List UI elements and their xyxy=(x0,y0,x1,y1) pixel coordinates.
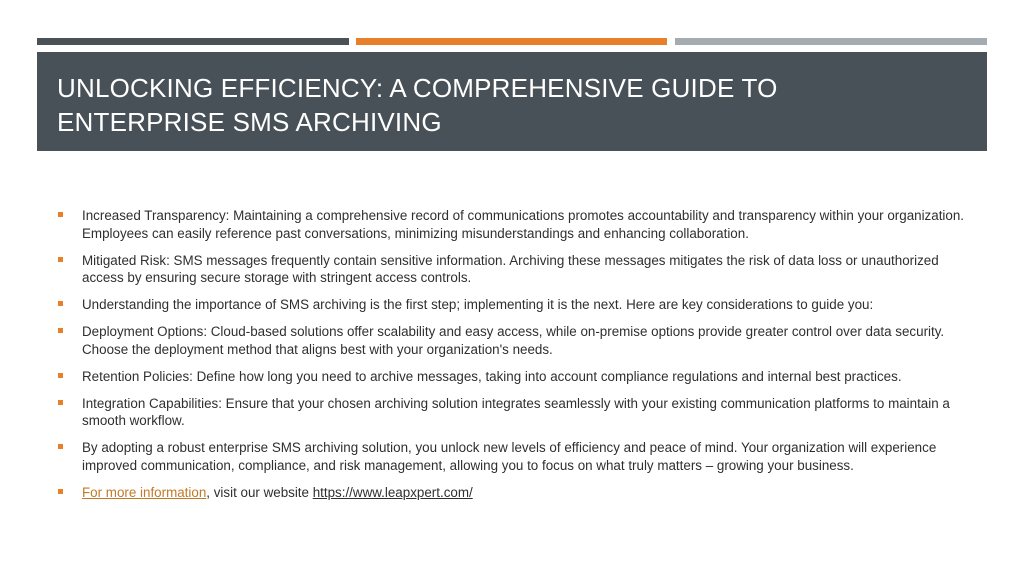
accent-bar-gray xyxy=(675,38,987,45)
visit-website-text: , visit our website xyxy=(206,484,313,500)
bullet-text: By adopting a robust enterprise SMS archiving solution, you unlock new levels of efficiency and peace of mind. Your organization will experience improved communication, compliance, and risk management, allowing you to focus on what truly matters – growing your business. xyxy=(82,440,937,473)
bullet-item xyxy=(56,323,976,358)
square-bullet-icon xyxy=(58,257,63,262)
bullet-text: Understanding the importance of SMS archiving is the first step; implementing it is the next. Here are key considerations to guide you: xyxy=(82,297,874,312)
bullet-text: Deployment Options: Cloud-based solutions offer scalability and easy access, while on-premise options provide greater control over data security. Choose the deployment method that aligns best with your organization's needs. xyxy=(82,324,945,357)
more-information-link[interactable]: For more information xyxy=(82,484,207,500)
square-bullet-icon xyxy=(58,489,63,494)
square-bullet-icon xyxy=(58,373,63,378)
bullet-text: Increased Transparency: Maintaining a comprehensive record of communications promotes accountability and transparency within your organization. Employees can easily reference past conversations, minimizing misunderstandings and enhancing collaboration. xyxy=(82,208,965,241)
square-bullet-icon xyxy=(58,400,63,405)
square-bullet-icon xyxy=(58,212,63,217)
slide-title-line-2: ENTERPRISE SMS ARCHIVING xyxy=(57,107,442,137)
bullet-item-more-info xyxy=(56,484,976,502)
bullet-item xyxy=(56,207,976,242)
slide-title-line-1: UNLOCKING EFFICIENCY: A COMPREHENSIVE GUIDE TO xyxy=(57,73,778,103)
bullet-item xyxy=(56,296,976,314)
bullet-item xyxy=(56,368,976,386)
title-band xyxy=(37,52,987,151)
bullet-item xyxy=(56,439,976,474)
square-bullet-icon xyxy=(58,301,63,306)
square-bullet-icon xyxy=(58,328,63,333)
bullet-item xyxy=(56,252,976,287)
accent-bar-dark xyxy=(37,38,349,45)
square-bullet-icon xyxy=(58,444,63,449)
bullet-text: Integration Capabilities: Ensure that your chosen archiving solution integrates seamlessly with your existing communication platforms to maintain a smooth workflow. xyxy=(82,395,950,428)
website-link[interactable]: https://www.leapxpert.com/ xyxy=(312,484,473,500)
bullet-text: Retention Policies: Define how long you need to archive messages, taking into account compliance regulations and internal best practices. xyxy=(82,368,902,384)
accent-bar-orange xyxy=(356,38,667,45)
bullet-list xyxy=(56,207,976,511)
bullet-text: Mitigated Risk: SMS messages frequently contain sensitive information. Archiving these messages mitigates the risk of data loss or unauthorized access by ensuring secure storage with stringent access controls. xyxy=(82,252,939,285)
slide-title xyxy=(57,71,967,139)
bullet-item xyxy=(56,395,976,430)
